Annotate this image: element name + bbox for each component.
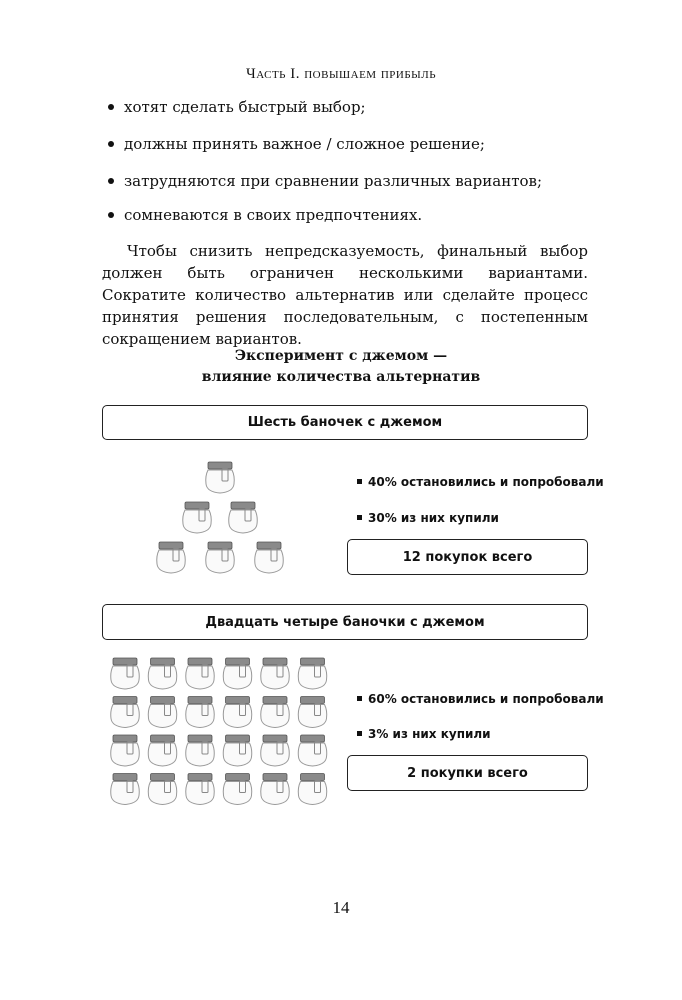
bullet-item	[124, 135, 485, 153]
jar-icon	[186, 697, 215, 728]
jar-icon	[206, 462, 235, 493]
square-bullet-icon	[357, 515, 362, 520]
bullet-icon	[108, 178, 114, 184]
bullet-text: хотят сделать быстрый выбор;	[124, 98, 366, 116]
jar-icon	[298, 658, 327, 689]
six-jars-label: Шесть баночек с джемом	[102, 405, 588, 440]
jar-icon	[157, 542, 186, 573]
jar-icon	[186, 735, 215, 766]
jar-icon	[255, 542, 284, 573]
bullet-item	[124, 172, 542, 190]
six-jars-illustration	[150, 460, 290, 580]
bullet-text: сомневаются в своих предпочтениях.	[124, 206, 423, 224]
jar-icon	[223, 735, 252, 766]
jar-icon	[111, 774, 140, 805]
bullet-icon	[108, 212, 114, 218]
stat-item	[357, 511, 499, 525]
jar-icon	[148, 658, 177, 689]
square-bullet-icon	[357, 731, 362, 736]
jar-icon	[148, 697, 177, 728]
stat-text: 40% остановились и попробовали	[368, 475, 604, 489]
figure-title	[0, 346, 682, 388]
jar-icon	[261, 697, 290, 728]
jar-icon	[148, 774, 177, 805]
stat-item	[357, 727, 491, 741]
running-header: Часть I. повышаем прибыль	[245, 66, 437, 82]
jar-icon	[111, 658, 140, 689]
jar-icon	[261, 735, 290, 766]
jar-icon	[111, 735, 140, 766]
stat-text: 3% из них купили	[368, 727, 491, 741]
bullet-text: затрудняются при сравнении различных вариантов;	[124, 172, 543, 190]
twentyfour-jars-label: Двадцать четыре баночки с джемом	[102, 604, 588, 640]
jar-icon	[261, 658, 290, 689]
bullet-item	[124, 98, 366, 116]
figure-title-line: Эксперимент с джемом —	[234, 348, 448, 364]
stat-text: 30% из них купили	[368, 511, 499, 525]
six-jars-result: 12 покупок всего	[347, 539, 588, 575]
page-number: 14	[332, 898, 350, 917]
twentyfour-jars-result: 2 покупки всего	[347, 755, 588, 791]
jar-icon	[183, 502, 212, 533]
bullet-icon	[108, 104, 114, 110]
stat-text: 60% остановились и попробовали	[368, 692, 604, 706]
paragraph-text: Чтобы снизить непредсказуемость, финальный выбор должен быть ограничен несколькими вариантами. Сократите количество альтернатив или сделайте процесс принятия решения последовательным, с постепенным сокращением вариантов.	[102, 242, 588, 348]
jar-icon	[223, 774, 252, 805]
jar-icon	[223, 658, 252, 689]
jar-icon	[261, 774, 290, 805]
jar-icon	[186, 774, 215, 805]
jar-icon	[186, 658, 215, 689]
jar-icon	[223, 697, 252, 728]
twentyfour-jars-illustration	[106, 656, 336, 812]
jar-icon	[298, 774, 327, 805]
stat-item	[357, 692, 604, 706]
bullet-icon	[108, 141, 114, 147]
jar-icon	[298, 697, 327, 728]
jar-icon	[111, 697, 140, 728]
bullet-item	[124, 206, 422, 224]
figure-title-line: влияние количества альтернатив	[201, 369, 481, 385]
square-bullet-icon	[357, 696, 362, 701]
jar-icon	[298, 735, 327, 766]
jar-icon	[229, 502, 258, 533]
jar-icon	[148, 735, 177, 766]
bullet-text: должны принять важное / сложное решение;	[124, 135, 485, 153]
square-bullet-icon	[357, 479, 362, 484]
stat-item	[357, 475, 604, 489]
jar-icon	[206, 542, 235, 573]
body-paragraph	[102, 240, 588, 350]
